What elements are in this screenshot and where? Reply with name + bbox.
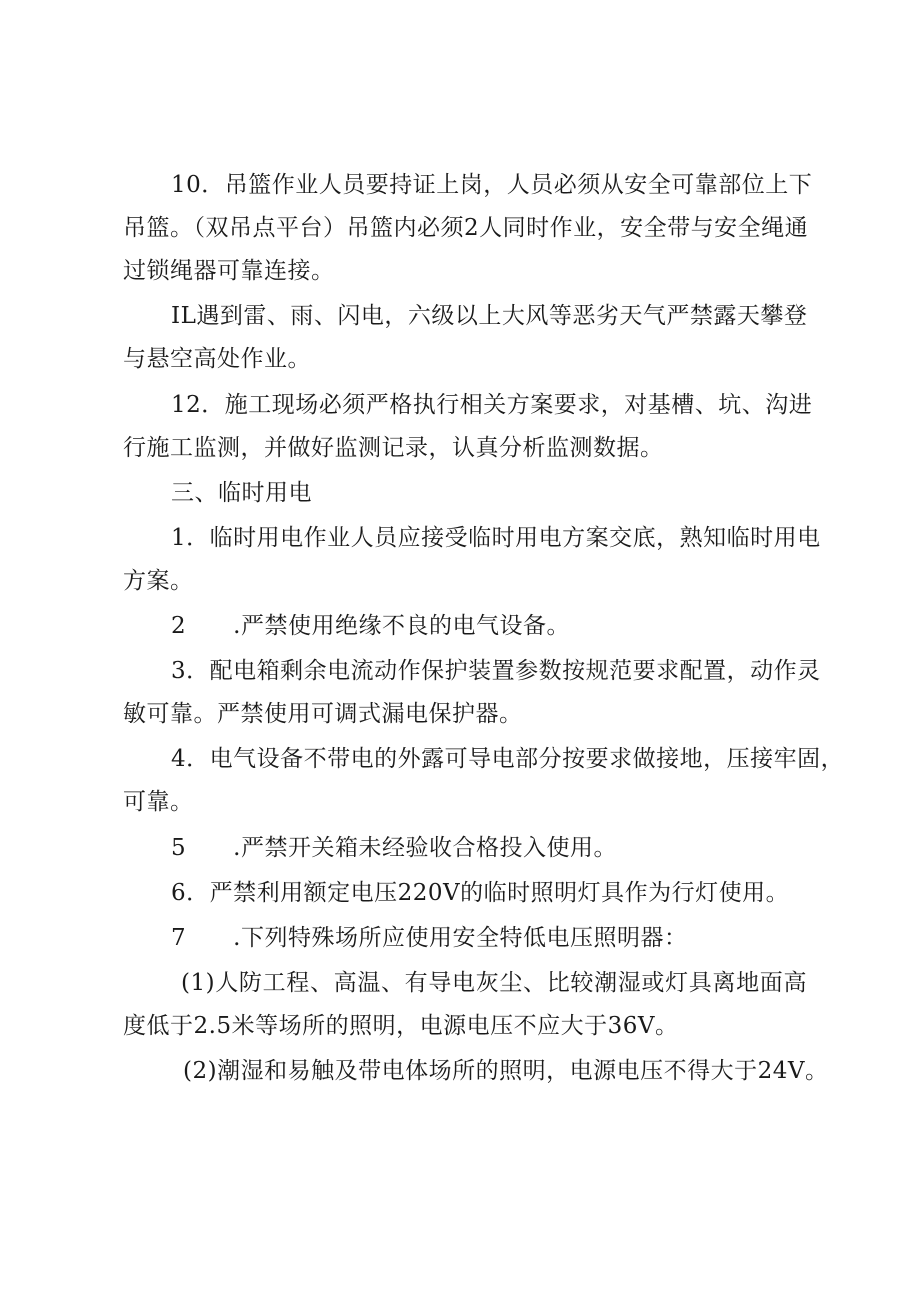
paragraph-10-line-2: 吊篮。（双吊点平台）吊篮内必须2人同时作业，安全带与安全绳通 bbox=[123, 215, 809, 241]
paragraph-10-line-3: 过锁绳器可靠连接。 bbox=[123, 258, 335, 284]
paragraph-11-line-1: IL遇到雷、雨、闪电，六级以上大风等恶劣天气严禁露天攀登 bbox=[171, 303, 808, 329]
section3-item-7-sub-2: (2)潮湿和易触及带电体场所的照明，电源电压不得大于24V。 bbox=[183, 1058, 829, 1084]
paragraph-10-line-1: 10．吊篮作业人员要持证上岗，人员必须从安全可靠部位上下 bbox=[171, 172, 813, 198]
section3-item-4-line-2: 可靠。 bbox=[123, 789, 194, 815]
section3-item-3-line-1: 3．配电箱剩余电流动作保护装置参数按规范要求配置，动作灵 bbox=[171, 658, 821, 684]
paragraph-12-line-1: 12．施工现场必须严格执行相关方案要求，对基槽、坑、沟进 bbox=[171, 392, 813, 418]
section3-item-5: 5 .严禁开关箱未经验收合格投入使用。 bbox=[171, 835, 617, 861]
section3-item-7-sub-1-line-2: 度低于2.5米等场所的照明，电源电压不应大于36V。 bbox=[123, 1013, 679, 1039]
section3-item-7-sub-1-line-1: (1)人防工程、高温、有导电灰尘、比较潮湿或灯具离地面高 bbox=[181, 970, 807, 996]
section3-item-6: 6．严禁利用额定电压220V的临时照明灯具作为行灯使用。 bbox=[171, 880, 790, 906]
section3-item-7: 7 .下列特殊场所应使用安全特低电压照明器： bbox=[171, 925, 688, 951]
paragraph-11-line-2: 与悬空高处作业。 bbox=[123, 346, 311, 372]
section3-item-1-line-2: 方案。 bbox=[123, 568, 194, 594]
section3-item-2: 2 .严禁使用绝缘不良的电气设备。 bbox=[171, 613, 570, 639]
paragraph-12-line-2: 行施工监测，并做好监测记录，认真分析监测数据。 bbox=[123, 435, 664, 461]
section3-item-4-line-1: 4．电气设备不带电的外露可导电部分按要求做接地，压接牢固， bbox=[171, 746, 845, 772]
section3-item-3-line-2: 敏可靠。严禁使用可调式漏电保护器。 bbox=[123, 701, 523, 727]
section-heading: 三、临时用电 bbox=[171, 480, 312, 506]
section3-item-1-line-1: 1．临时用电作业人员应接受临时用电方案交底，熟知临时用电 bbox=[171, 525, 821, 551]
